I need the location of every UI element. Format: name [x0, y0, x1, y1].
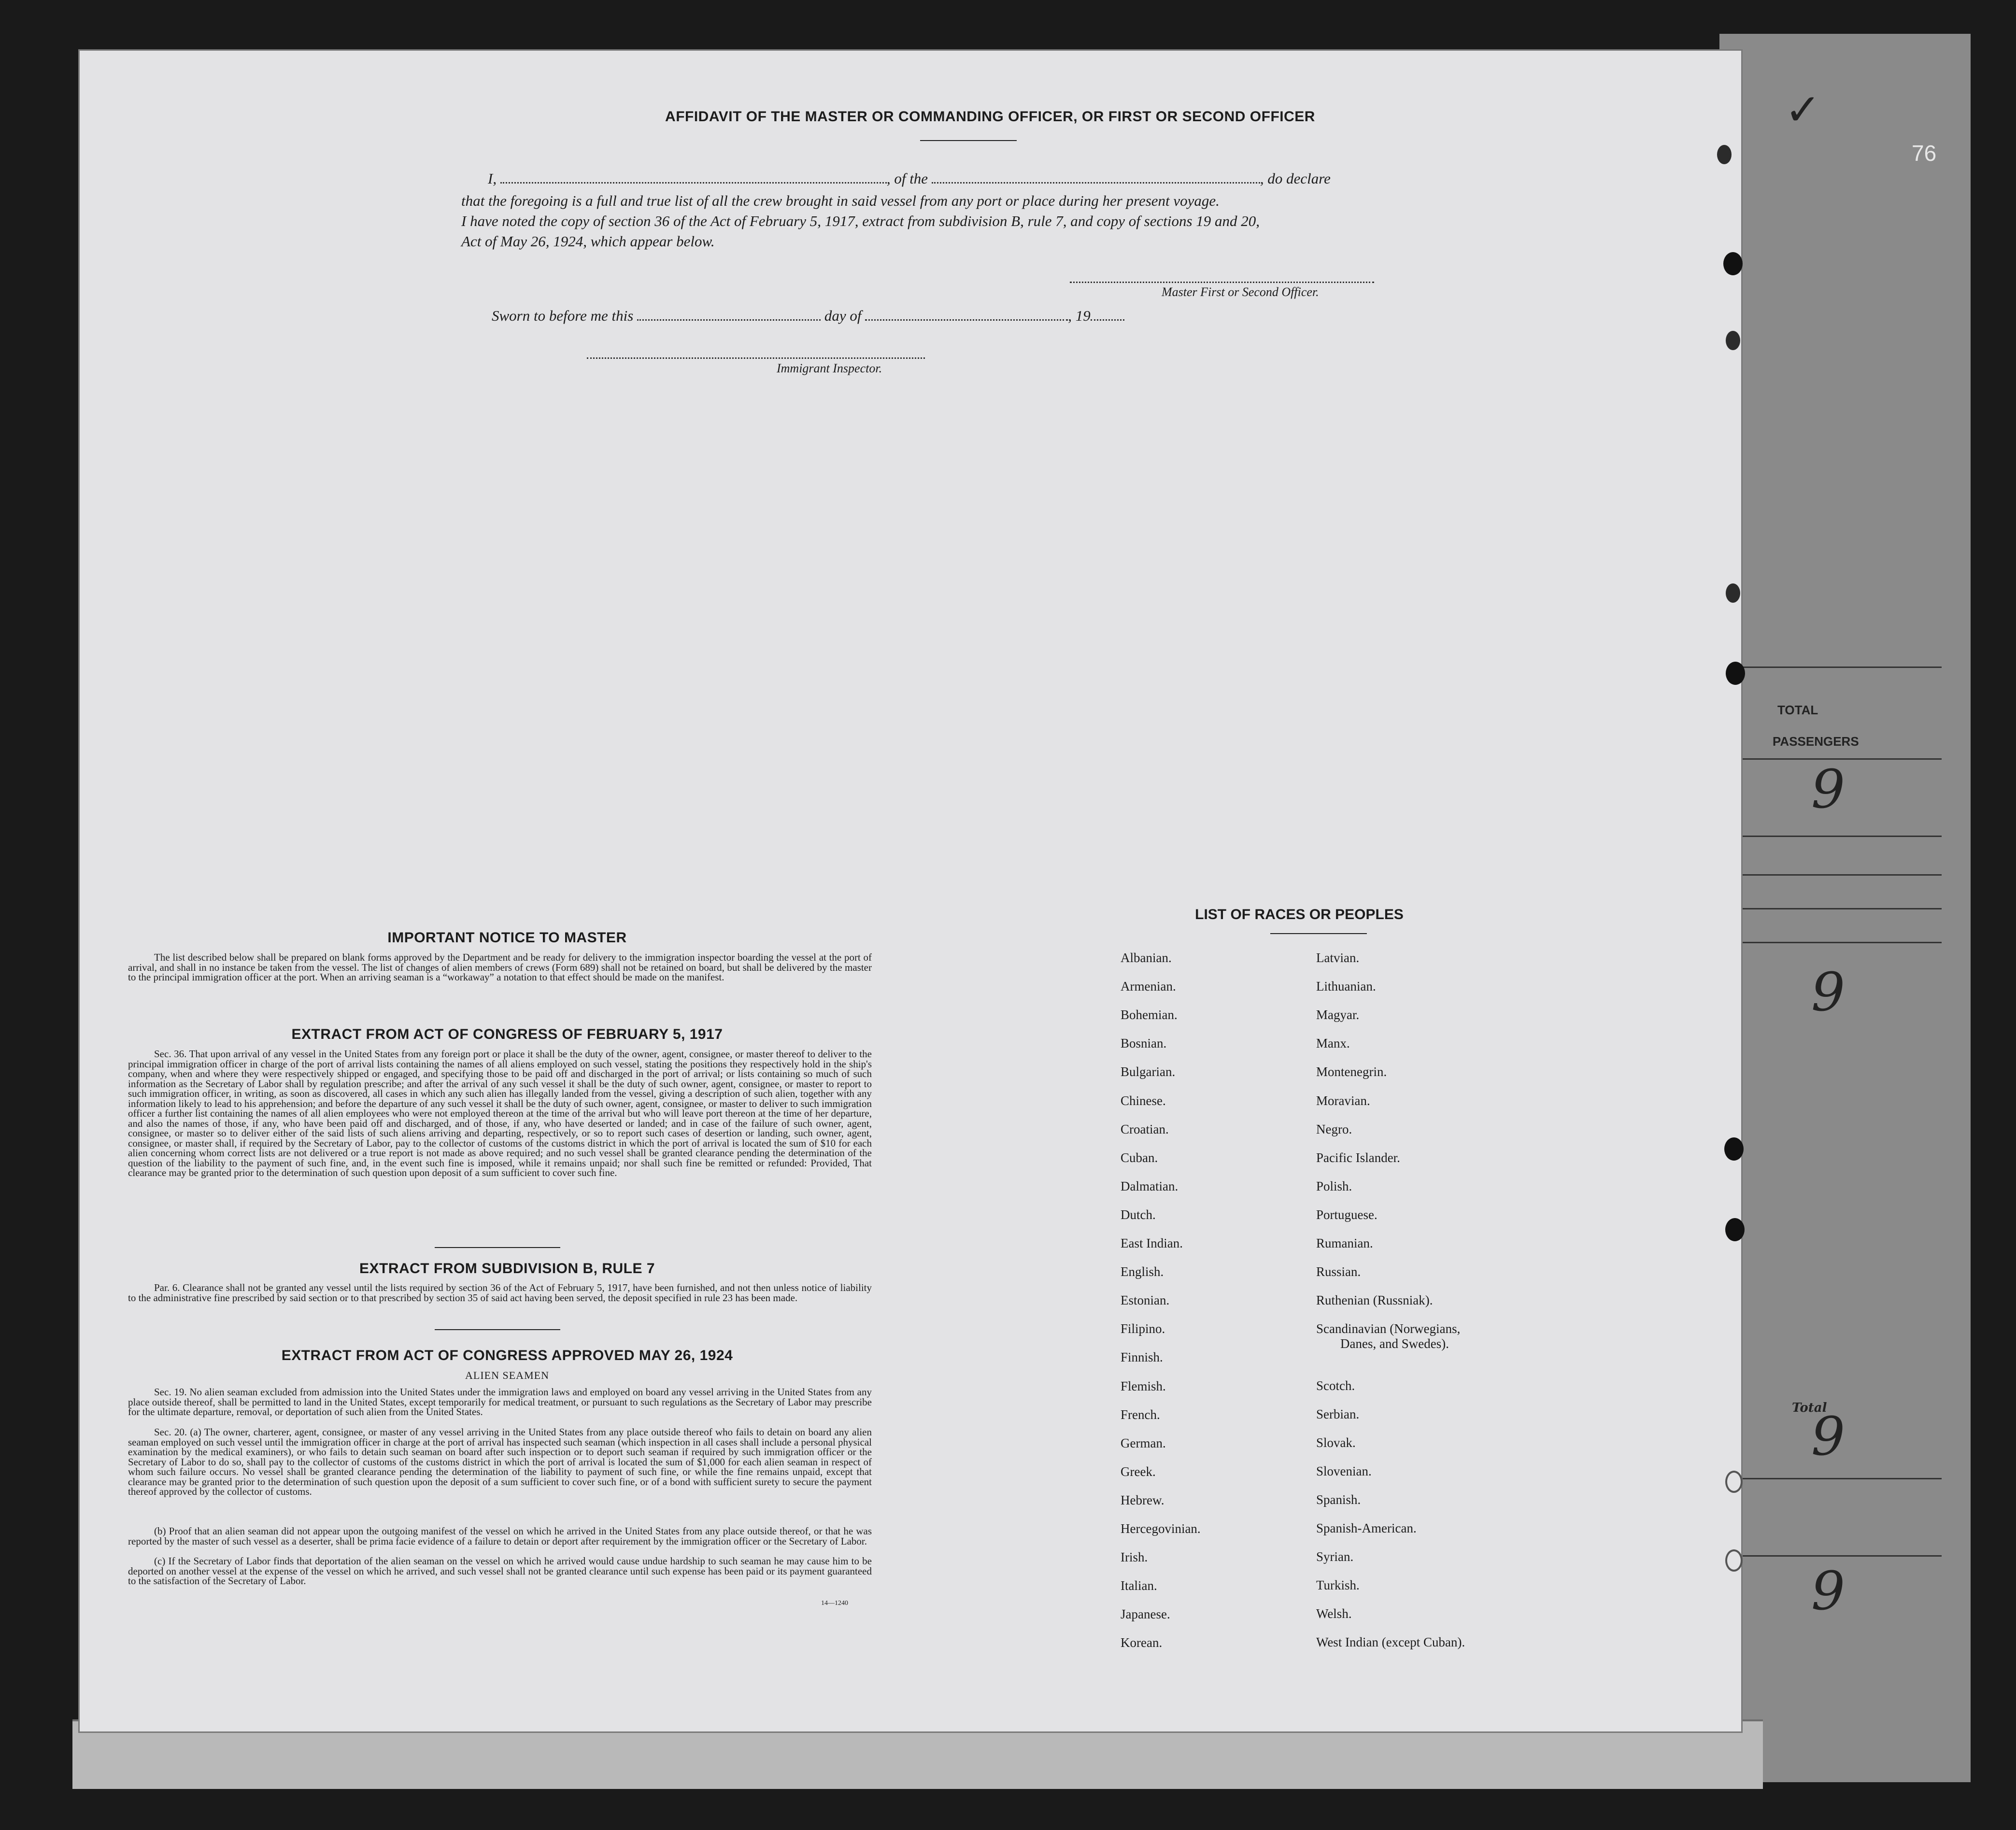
sworn-line	[492, 307, 1124, 325]
race-item: Polish.	[1316, 1178, 1352, 1193]
inspector-caption: Immigrant Inspector.	[777, 361, 882, 375]
master-caption: Master First or Second Officer.	[1162, 285, 1319, 299]
race-item: Spanish.	[1316, 1492, 1361, 1507]
race-item: Estonian.	[1121, 1293, 1170, 1308]
handwritten-count: 9	[1811, 961, 1845, 1023]
race-item: Pacific Islander.	[1316, 1150, 1400, 1165]
act-1924-sec-20a: Sec. 20. (a) The owner, charterer, agent, consignee, or master of any vessel arriving in the United States from any place outside thereof who fails to detain on board any alien seaman employed on such vessel until the immigration officer in charge at the port of arrival has inspected such seaman (which inspection in all cases shall include a personal physical examination by the medical examiners), or who fails to detain such seaman on board after such inspection or to deport such seaman if required by such immigration officer or the Secretary of Labor to do so, shall pay to the collector of customs of the customs district in which the port of arrival is located the sum of $1,000 for each alien seaman in respect of whom such failure occurs. No vessel shall be granted clearance pending the determination of the liability to payment of such fine, or while the fine remains unpaid, except that clearance may be granted prior to the determination of such question upon the deposit of a sum sufficient to cover such fine, or of a bond with sufficient surety to secure the payment thereof approved by the collector of customs.	[128, 1426, 872, 1497]
race-item: Greek.	[1121, 1464, 1156, 1479]
divider	[920, 140, 1017, 141]
affidavit-of-the: , of the	[886, 170, 928, 187]
race-item: Armenian.	[1121, 979, 1176, 994]
handwritten-count: 9	[1811, 1405, 1845, 1467]
handwritten-count: 9	[1811, 758, 1845, 820]
stub-rule	[1739, 942, 1942, 943]
rule-7-title: EXTRACT FROM SUBDIVISION B, RULE 7	[359, 1261, 655, 1277]
race-item: Cuban.	[1121, 1150, 1158, 1165]
race-item: Manx.	[1316, 1036, 1350, 1051]
inspector-signature-line	[587, 357, 925, 360]
punch-hole-icon	[1717, 145, 1732, 164]
act-1924-sec-20c: (c) If the Secretary of Labor finds that deportation of the alien seaman on the vessel on which he arrived would cause undue hardship to such seaman he may cause him to be deported on another vessel at the expense of the vessel on which he arrived, and such vessel shall not be granted clearance until such expense has been paid or its payment guaranteed to the satisfaction of the Secretary of Labor.	[128, 1555, 872, 1587]
punch-hole-icon	[1726, 583, 1740, 603]
punch-hole-icon	[1724, 1137, 1744, 1161]
race-item: East Indian.	[1121, 1236, 1183, 1250]
form-code: 14—1240	[821, 1600, 848, 1607]
back-sheet	[1719, 34, 1971, 1782]
act-1924-sec-19: Sec. 19. No alien seaman excluded from admission into the United States under the immigration laws and employed on board any vessel arriving in the United States from any place outside thereof, shall be permitted to land in the United States, except temporarily for medical treatment, or pursuant to such regulations as the Secretary of Labor may prescribe for the ultimate departure, removal, or deportation of such alien from the United States.	[128, 1386, 872, 1418]
race-item: Serbian.	[1316, 1406, 1360, 1421]
race-item: Chinese.	[1121, 1093, 1166, 1108]
race-item: Welsh.	[1316, 1606, 1352, 1621]
day-blank	[637, 309, 821, 321]
stub-rule	[1739, 1555, 1942, 1557]
punch-hole-icon	[1723, 252, 1743, 275]
race-item: Slovak.	[1316, 1435, 1356, 1450]
sworn-text: Sworn to before me this	[492, 307, 634, 324]
race-item: Bulgarian.	[1121, 1064, 1176, 1079]
stub-passengers-label: PASSENGERS	[1773, 734, 1859, 749]
act-1917-text: Sec. 36. That upon arrival of any vessel in the United States from any foreign port or place it shall be the duty of the owner, agent, consignee, or master thereof to deliver to the principal immigration officer in charge of the port of arrival lists containing the names of all aliens employed on such vessel, stating the positions they respectively hold in the ship's company, when and where they were respectively shipped or engaged, and specifying those to be paid off and discharged in the port of arrival; or lists containing so much of such information as the Secretary of Labor shall by regulation prescribe; and after the arrival of any such vessel it shall be the duty of such owner, agent, consignee, or master to report to such immigration officer, in writing, as soon as discovered, all cases in which any such alien has illegally landed from the vessel, giving a description of such alien, together with any information likely to lead to his apprehension; and before the departure of any such vessel it shall be the duty of such owner, agent, consignee, or master to deliver to such immigration officer a further list containing the names of all alien employees who were not employed thereon at the time of the arrival but who will leave port thereon at the time of her departure, and also the names of those, if any, who have been paid off and discharged, and of those, if any, who have deserted or landed; and in case of the failure of such owner, agent, consignee, or master so to deliver either of the said lists of such aliens arriving and departing, respectively, or so to report such cases of desertion or landing, such owner, agent, consignee, or master shall, if required by the Secretary of Labor, pay to the collector of customs of the customs district in which the port of arrival is located the sum of $10 for each alien concerning whom correct lists are not delivered or a true report is not made as above required; and no such vessel shall be granted clearance pending the determination of the question of the liability to the payment of such fine, and, in the event such fine is imposed, while it remains unpaid; nor shall such fine be remitted or refunded: Provided, That clearance may be granted prior to the determination of such question upon deposit of a sum sufficient to cover such fine.	[128, 1048, 872, 1178]
race-item: Turkish.	[1316, 1578, 1360, 1593]
punch-hole-icon	[1725, 1471, 1743, 1493]
race-item: Syrian.	[1316, 1549, 1354, 1564]
punch-hole-icon	[1726, 331, 1740, 350]
race-item: West Indian (except Cuban).	[1316, 1635, 1465, 1650]
race-item: Japanese.	[1121, 1607, 1170, 1622]
act-1924-title: EXTRACT FROM ACT OF CONGRESS APPROVED MAY 26, 1924	[281, 1348, 733, 1363]
race-item: Finnish.	[1121, 1350, 1163, 1365]
act-1924-subtitle: ALIEN SEAMEN	[465, 1369, 549, 1381]
notice-text: The list described below shall be prepared on blank forms approved by the Department and be ready for delivery to the immigration inspector boarding the vessel at the port of arrival, and shall in no instance be taken from the vessel. The list of changes of alien members of crews (Form 689) shall not be retained on board, but shall be delivered by the master to the principal immigration officer at the port. When an arriving seaman is a “workaway” a notation to that effect should be made on the manifest.	[128, 951, 872, 983]
act-1924-sec-20b: (b) Proof that an alien seaman did not appear upon the outgoing manifest of the vessel on which he arrived in the United States from any place outside thereof, or that he was reported by the master of such vessel as a deserter, shall be prima facie evidence of a failure to detain or deport after requirement by the immigration officer or the Secretary of Labor.	[128, 1525, 872, 1547]
race-item: Negro.	[1316, 1121, 1352, 1136]
affidavit-title: AFFIDAVIT OF THE MASTER OR COMMANDING OFFICER, OR FIRST OR SECOND OFFICER	[665, 109, 1315, 125]
stub-rule	[1739, 1478, 1942, 1479]
affidavit-line-4: Act of May 26, 1924, which appear below.	[461, 233, 715, 250]
race-item: Hebrew.	[1121, 1492, 1164, 1507]
race-item: Korean.	[1121, 1635, 1163, 1650]
punch-hole-icon	[1725, 1218, 1745, 1241]
master-signature-line	[1070, 282, 1374, 284]
race-item: Spanish-American.	[1316, 1521, 1417, 1535]
stub-total-label-2: Total	[1792, 1401, 1827, 1415]
race-item: Filipino.	[1121, 1321, 1165, 1336]
rule-7-text: Par. 6. Clearance shall not be granted any vessel until the lists required by section 36 of the Act of February 5, 1917, have been furnished, and not then unless notice of liability to the administrative fine prescribed by said section or to that prescribed by section 35 of said act having been served, the deposit specified in rule 23 has been made.	[128, 1282, 872, 1304]
affidavit-i: I,	[488, 170, 497, 187]
race-item: Flemish.	[1121, 1378, 1166, 1393]
race-item: Hercegovinian.	[1121, 1521, 1201, 1536]
affidavit-line-3: I have noted the copy of section 36 of the Act of February 5, 1917, extract from subdivision B, rule 7, and copy of sections 19 and 20,	[461, 213, 1260, 229]
race-item: Scotch.	[1316, 1378, 1355, 1393]
notice-title: IMPORTANT NOTICE TO MASTER	[387, 930, 627, 946]
race-item: Moravian.	[1316, 1093, 1370, 1108]
race-item: Ruthenian (Russniak).	[1316, 1293, 1433, 1308]
race-item: Russian.	[1316, 1264, 1361, 1279]
divider	[435, 1247, 560, 1248]
vessel-blank	[932, 171, 1260, 184]
race-item: Magyar.	[1316, 1007, 1360, 1022]
checkmark-icon: ✓	[1785, 85, 1821, 135]
affidavit-line-1	[488, 170, 1331, 187]
race-item: Scandinavian (Norwegians,	[1316, 1321, 1461, 1336]
act-1917-title: EXTRACT FROM ACT OF CONGRESS OF FEBRUARY 5, 1917	[291, 1026, 723, 1042]
race-item: English.	[1121, 1264, 1164, 1279]
stub-total-label: TOTAL	[1777, 703, 1818, 717]
day-of-text: day of	[824, 307, 862, 324]
race-item: Bohemian.	[1121, 1007, 1178, 1022]
stub-rule	[1739, 908, 1942, 909]
stub-rule	[1739, 836, 1942, 837]
race-item: French.	[1121, 1407, 1160, 1422]
race-item: Danes, and Swedes).	[1340, 1336, 1449, 1351]
race-item: Italian.	[1121, 1578, 1157, 1593]
race-item: German.	[1121, 1435, 1166, 1450]
punch-hole-icon	[1726, 662, 1745, 685]
divider	[435, 1329, 560, 1330]
race-item: Portuguese.	[1316, 1207, 1377, 1222]
stub-rule	[1739, 667, 1942, 668]
race-item: Lithuanian.	[1316, 979, 1376, 994]
race-item: Irish.	[1121, 1550, 1148, 1565]
race-item: Latvian.	[1316, 950, 1360, 965]
race-item: Montenegrin.	[1316, 1064, 1387, 1079]
race-item: Slovenian.	[1316, 1463, 1372, 1478]
affidavit-do-declare: , do declare	[1260, 170, 1331, 187]
page-number: 76	[1912, 141, 1937, 166]
month-blank	[865, 309, 1068, 321]
race-item: Bosnian.	[1121, 1036, 1167, 1051]
name-blank	[500, 171, 887, 184]
affidavit-line-2: that the foregoing is a full and true list of all the crew brought in said vessel from any port or place during her present voyage.	[461, 192, 1220, 209]
race-item: Rumanian.	[1316, 1236, 1373, 1250]
race-item: Dutch.	[1121, 1207, 1156, 1222]
race-item: Croatian.	[1121, 1121, 1169, 1136]
race-item: Dalmatian.	[1121, 1178, 1178, 1193]
stub-rule	[1739, 874, 1942, 876]
divider	[1270, 933, 1367, 934]
race-item: Albanian.	[1121, 950, 1172, 965]
handwritten-count: 9	[1811, 1560, 1845, 1622]
punch-hole-icon	[1725, 1549, 1743, 1572]
races-title: LIST OF RACES OR PEOPLES	[1195, 907, 1404, 922]
year-blank	[1091, 309, 1124, 321]
year-prefix: , 19	[1068, 307, 1091, 324]
